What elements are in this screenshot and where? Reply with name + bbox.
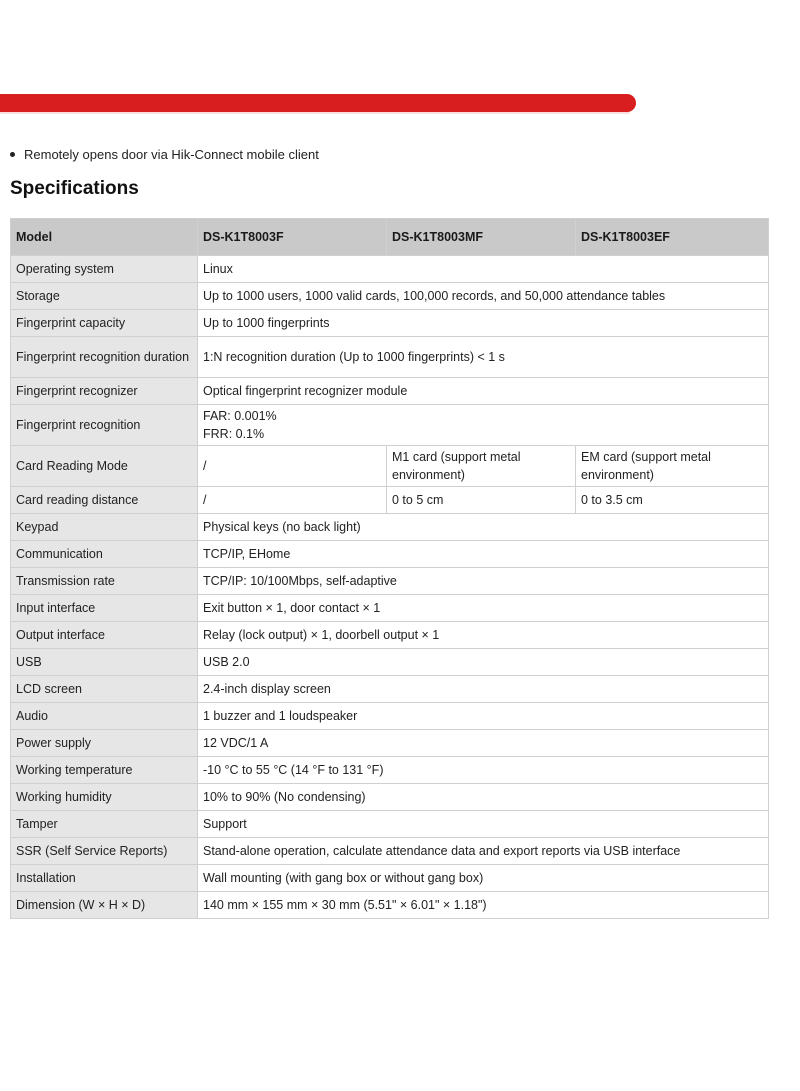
row-value: USB 2.0 <box>198 649 769 676</box>
row-label: Keypad <box>11 514 198 541</box>
row-label: Fingerprint recognizer <box>11 378 198 405</box>
row-value: Support <box>198 811 769 838</box>
row-value-f: / <box>198 487 387 514</box>
row-label: Fingerprint capacity <box>11 310 198 337</box>
table-row <box>11 676 769 703</box>
bullet-dot-icon <box>10 152 15 157</box>
row-value: Stand-alone operation, calculate attendance data and export reports via USB interface <box>198 838 769 865</box>
row-label: LCD screen <box>11 676 198 703</box>
row-label: Fingerprint recognition duration <box>11 337 198 378</box>
table-row <box>11 703 769 730</box>
row-value-multiline <box>198 405 769 446</box>
table-row <box>11 811 769 838</box>
table-row <box>11 730 769 757</box>
table-row <box>11 568 769 595</box>
row-label: Working temperature <box>11 757 198 784</box>
row-value: Wall mounting (with gang box or without gang box) <box>198 865 769 892</box>
row-label: Transmission rate <box>11 568 198 595</box>
row-value-mf: M1 card (support metal environment) <box>387 446 576 487</box>
feature-bullet <box>10 147 319 162</box>
row-value: 2.4-inch display screen <box>198 676 769 703</box>
row-value: Relay (lock output) × 1, doorbell output × 1 <box>198 622 769 649</box>
table-row <box>11 310 769 337</box>
section-heading: Specifications <box>10 178 139 199</box>
row-label: Storage <box>11 283 198 310</box>
row-label: Card reading distance <box>11 487 198 514</box>
header-model-mf: DS-K1T8003MF <box>387 219 576 256</box>
row-label: Installation <box>11 865 198 892</box>
row-label: Input interface <box>11 595 198 622</box>
table-row <box>11 487 769 514</box>
row-label: Audio <box>11 703 198 730</box>
table-row <box>11 865 769 892</box>
row-label: Output interface <box>11 622 198 649</box>
table-row <box>11 256 769 283</box>
row-label: Power supply <box>11 730 198 757</box>
header-model-f: DS-K1T8003F <box>198 219 387 256</box>
row-value: Up to 1000 users, 1000 valid cards, 100,000 records, and 50,000 attendance tables <box>198 283 769 310</box>
frr-value: FRR: 0.1% <box>203 427 265 441</box>
row-value: 10% to 90% (No condensing) <box>198 784 769 811</box>
row-value-f: / <box>198 446 387 487</box>
table-row <box>11 446 769 487</box>
far-value: FAR: 0.001% <box>203 409 277 423</box>
table-row <box>11 784 769 811</box>
row-label: Working humidity <box>11 784 198 811</box>
table-row <box>11 283 769 310</box>
table-row <box>11 649 769 676</box>
table-row <box>11 405 769 446</box>
row-value: 140 mm × 155 mm × 30 mm (5.51" × 6.01" × 1.18") <box>198 892 769 919</box>
table-row <box>11 892 769 919</box>
row-value: -10 °C to 55 °C (14 °F to 131 °F) <box>198 757 769 784</box>
table-row <box>11 514 769 541</box>
table-row <box>11 838 769 865</box>
row-value-ef: EM card (support metal environment) <box>576 446 769 487</box>
row-label: USB <box>11 649 198 676</box>
row-value: Linux <box>198 256 769 283</box>
row-value: 1 buzzer and 1 loudspeaker <box>198 703 769 730</box>
feature-bullet-text: Remotely opens door via Hik-Connect mobile client <box>24 147 319 162</box>
table-row <box>11 337 769 378</box>
header-model-ef: DS-K1T8003EF <box>576 219 769 256</box>
row-label: Dimension (W × H × D) <box>11 892 198 919</box>
row-value-mf: 0 to 5 cm <box>387 487 576 514</box>
row-value: Optical fingerprint recognizer module <box>198 378 769 405</box>
row-value: TCP/IP, EHome <box>198 541 769 568</box>
table-header-row <box>11 219 769 256</box>
accent-bar <box>0 94 636 112</box>
row-value: 12 VDC/1 A <box>198 730 769 757</box>
row-value: Up to 1000 fingerprints <box>198 310 769 337</box>
row-label: Fingerprint recognition <box>11 405 198 446</box>
row-label: SSR (Self Service Reports) <box>11 838 198 865</box>
row-label: Card Reading Mode <box>11 446 198 487</box>
row-label: Tamper <box>11 811 198 838</box>
row-value: TCP/IP: 10/100Mbps, self-adaptive <box>198 568 769 595</box>
row-value: 1:N recognition duration (Up to 1000 fingerprints) < 1 s <box>198 337 769 378</box>
table-row <box>11 757 769 784</box>
row-value-ef: 0 to 3.5 cm <box>576 487 769 514</box>
header-model: Model <box>11 219 198 256</box>
table-row <box>11 622 769 649</box>
spec-table <box>10 218 769 919</box>
row-label: Communication <box>11 541 198 568</box>
table-row <box>11 541 769 568</box>
table-row <box>11 378 769 405</box>
row-label: Operating system <box>11 256 198 283</box>
row-value: Physical keys (no back light) <box>198 514 769 541</box>
table-row <box>11 595 769 622</box>
row-value: Exit button × 1, door contact × 1 <box>198 595 769 622</box>
